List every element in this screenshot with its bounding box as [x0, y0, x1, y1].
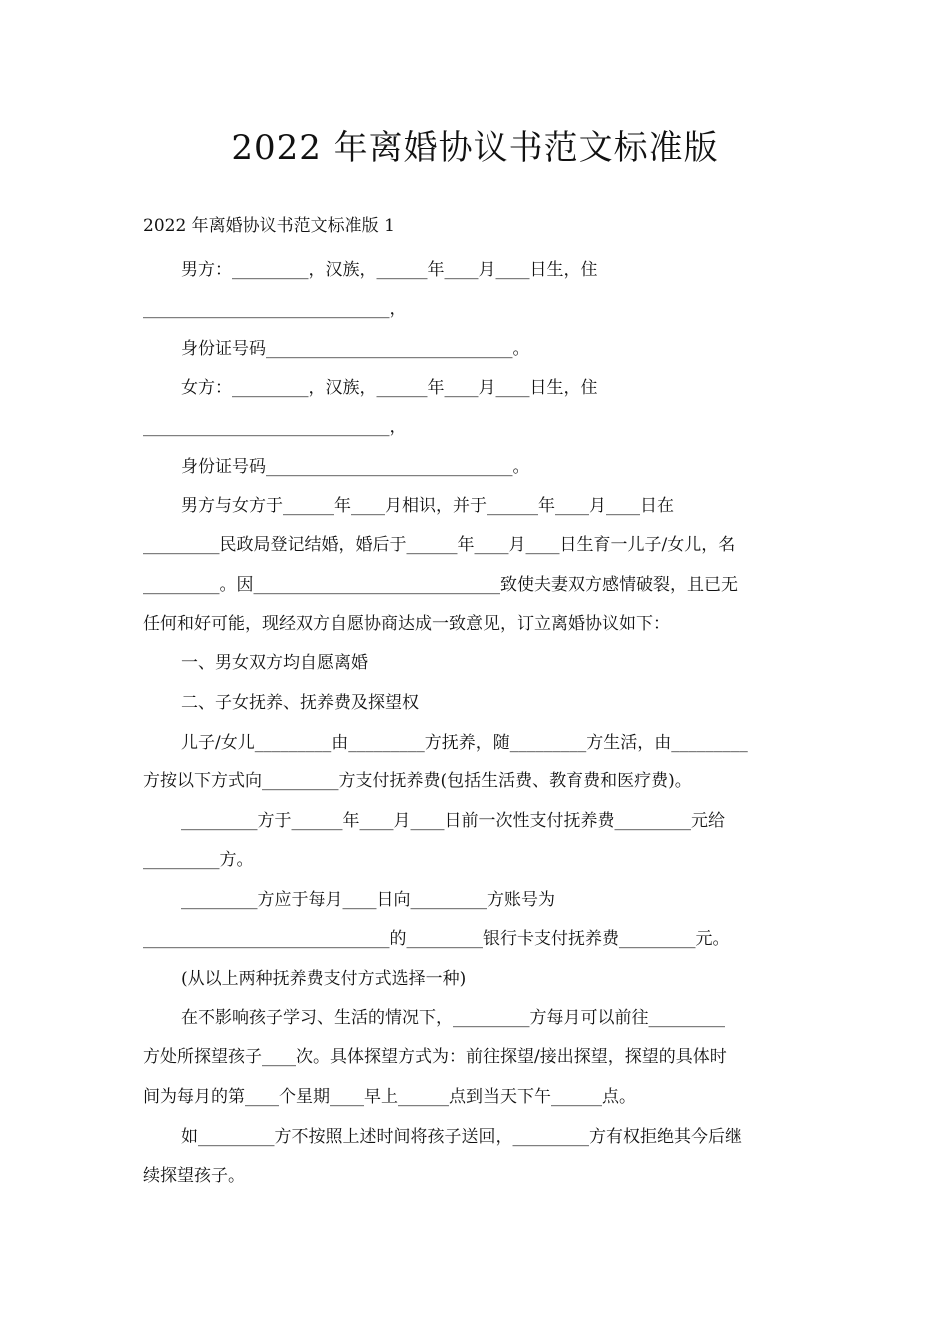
- section-heading: 一、男女双方均自愿离婚: [181, 653, 368, 673]
- paragraph-line: _________方于______年____月____日前一次性支付抚养费_________元给: [181, 811, 725, 831]
- paragraph-line: _________。因_____________________________致使夫妻双方感情破裂，且已无: [143, 575, 738, 595]
- paragraph-line: _____________________________，: [143, 299, 407, 319]
- paragraph-line: 女方：_________，汉族，______年____月____日生，住: [181, 378, 598, 398]
- paragraph-line: (从以上两种抚养费支付方式选择一种): [181, 969, 467, 989]
- document-title: 2022 年离婚协议书范文标准版: [231, 128, 719, 168]
- paragraph-line: 方处所探望孩子____次。具体探望方式为：前往探望/接出探望，探望的具体时: [143, 1047, 727, 1067]
- section-heading: 二、子女抚养、抚养费及探望权: [181, 693, 419, 713]
- paragraph-line: 身份证号码_____________________________。: [181, 457, 530, 477]
- paragraph-line: 在不影响孩子学习、生活的情况下，_________方每月可以前往_________: [181, 1008, 725, 1028]
- paragraph-line: 方按以下方式向_________方支付抚养费(包括生活费、教育费和医疗费)。: [143, 771, 692, 791]
- paragraph-line: _________方应于每月____日向_________方账号为: [181, 890, 555, 910]
- paragraph-line: 身份证号码_____________________________。: [181, 339, 530, 359]
- paragraph-line: _____________________________，: [143, 417, 407, 437]
- paragraph-line: 任何和好可能，现经双方自愿协商达成一致意见，订立离婚协议如下：: [143, 614, 670, 634]
- paragraph-line: 如_________方不按照上述时间将孩子送回，_________方有权拒绝其今后继: [181, 1127, 742, 1147]
- paragraph-line: 间为每月的第____个星期____早上______点到当天下午______点。: [143, 1087, 636, 1107]
- document-subtitle: 2022 年离婚协议书范文标准版 1: [143, 216, 395, 236]
- paragraph-line: _____________________________的_________银行卡支付抚养费_________元。: [143, 929, 730, 949]
- paragraph-line: 男方：_________，汉族，______年____月____日生，住: [181, 260, 598, 280]
- paragraph-line: _________方。: [143, 850, 254, 870]
- paragraph-line: 男方与女方于______年____月相识，并于______年____月____日在: [181, 496, 674, 516]
- paragraph-line: 儿子/女儿_________由_________方抚养，随_________方生活，由_________: [181, 733, 748, 753]
- paragraph-line: 续探望孩子。: [143, 1166, 245, 1186]
- paragraph-line: _________民政局登记结婚，婚后于______年____月____日生育一儿子/女儿，名: [143, 535, 736, 555]
